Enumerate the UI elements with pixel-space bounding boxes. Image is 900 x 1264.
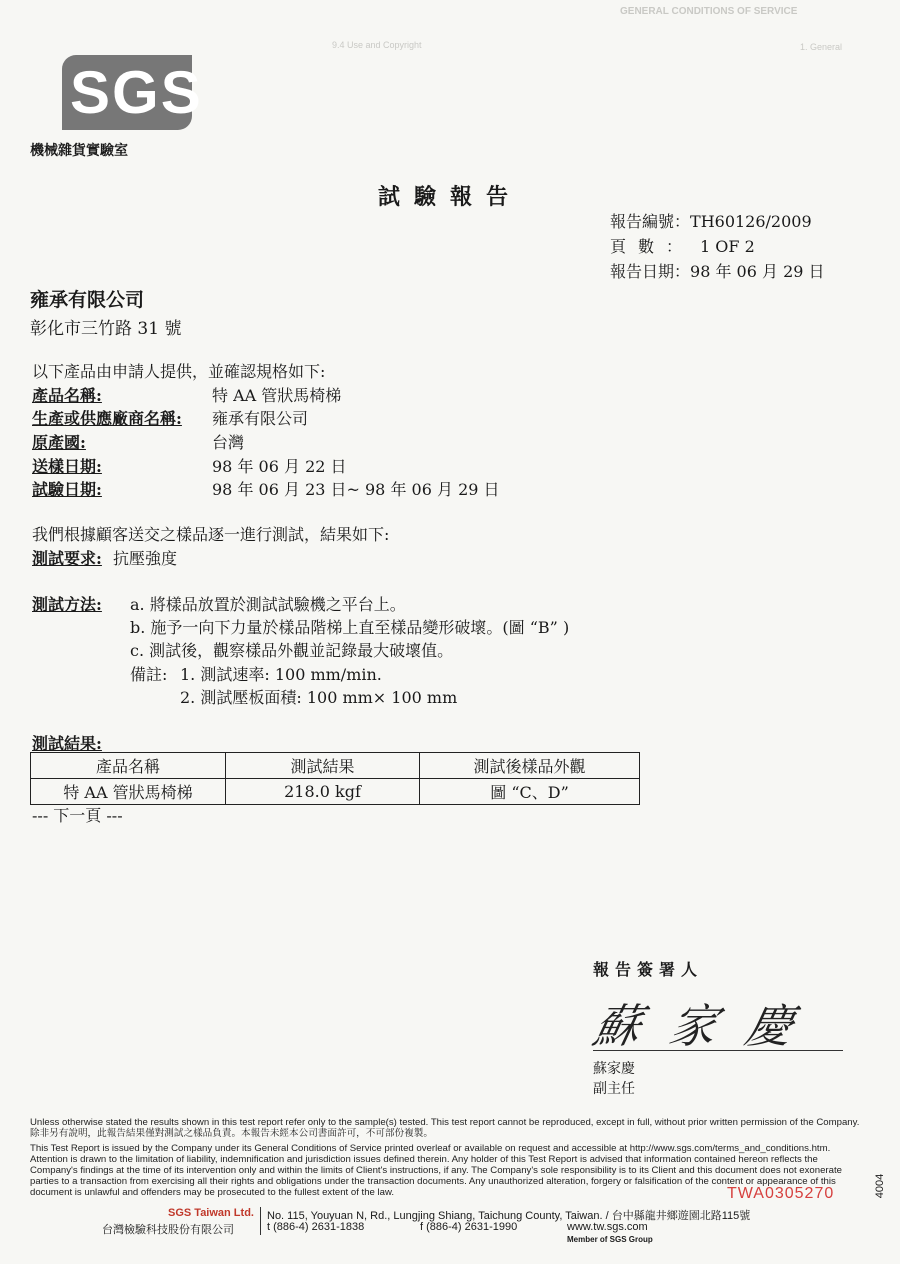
signer-name: 蘇家慶 [593, 1061, 635, 1077]
field-label: 生產或供應廠商名稱: [32, 409, 182, 428]
page-value: 1 OF 2 [700, 237, 755, 256]
footer-company-en: SGS Taiwan Ltd. [168, 1207, 254, 1219]
background-subheading: 1. General [800, 42, 843, 52]
signatory-heading: 報告簽署人 [593, 960, 704, 979]
footer-web[interactable]: www.tw.sgs.com [567, 1221, 648, 1233]
table-header: 測試後樣品外觀 [420, 753, 640, 779]
product-field [32, 406, 308, 429]
serial-number: TWA0305270 [727, 1185, 835, 1202]
signature-line [593, 1050, 843, 1051]
page-label: 頁數： [610, 237, 695, 256]
requirement-value: 抗壓強度 [113, 549, 178, 568]
method-step-c: c. 測試後，觀察樣品外觀並記錄最大破壞值。 [130, 641, 454, 660]
report-date-label: 報告日期： [610, 262, 691, 281]
method-step-a: a. 將樣品放置於測試試驗機之平台上。 [130, 595, 406, 614]
product-field [32, 477, 500, 500]
background-terms [320, 0, 900, 1100]
field-value: 雍承有限公司 [212, 409, 309, 428]
background-heading: GENERAL CONDITIONS OF SERVICE [620, 6, 798, 17]
report-date-line [610, 259, 825, 282]
product-field [32, 454, 347, 477]
disclaimer-reproduction: Unless otherwise stated the results shown in this test report refer only to the sample(s) tested. This test report cannot be reproduced, except in full, without prior written permission of the Company. 除非另有說明，此報告結果僅對測試之樣品負責。本報告未經本公司書面許可，不可部份複製。 [30, 1117, 860, 1139]
test-intro: 我們根據顧客送交之樣品逐一進行測試，結果如下: [32, 525, 390, 544]
product-field [32, 383, 341, 406]
note-label: 備註: [130, 665, 168, 684]
next-page-marker: --- 下一頁 --- [32, 806, 123, 825]
requirement-label: 測試要求: [32, 549, 102, 568]
table-cell: 218.0 kgf [226, 779, 420, 805]
footer-member: Member of SGS Group [567, 1235, 653, 1244]
method-label: 測試方法: [32, 595, 102, 614]
report-number-line [610, 209, 812, 232]
table-cell: 特 AA 管狀馬椅梯 [31, 779, 226, 805]
results-label: 測試結果: [32, 734, 102, 753]
document-title: 試驗報告 [378, 184, 523, 210]
note-2: 2. 測試壓板面積: 100 mm× 100 mm [180, 688, 458, 707]
footer-divider [260, 1207, 261, 1235]
field-label: 產品名稱: [32, 386, 102, 405]
page-line [610, 234, 755, 257]
field-value: 特 AA 管狀馬椅梯 [212, 386, 342, 405]
results-table [30, 752, 640, 805]
client-address: 彰化市三竹路 31 號 [30, 319, 182, 339]
method-step-b: b. 施予一向下力量於樣品階梯上直至樣品變形破壞。(圖 “B” ) [130, 618, 570, 637]
table-row [31, 779, 640, 805]
side-number: 4004 [874, 1173, 887, 1199]
field-value: 台灣 [212, 433, 245, 452]
footer-company-zh: 台灣檢驗科技股份有限公司 [102, 1224, 234, 1236]
field-value: 98 年 06 月 22 日 [212, 457, 347, 476]
disclaimer-conditions: This Test Report is issued by the Company under its General Conditions of Service printed overleaf or available on request and accessible at http://www.sgs.com/terms_and_conditions.htm. Attention is drawn to the limitation of liability, indemnification and jurisdiction issues defined therein. Any holder of this Test Report is advised that information contained hereon reflects the Company's findings at the time of its intervention only and within the limits of Client's instructions, if any. The Company's sole responsibility is to its Client and this document does not exonerate parties to a transaction from exercising all their rights and obligations under the transaction documents. Any unauthorized alteration, forgery or falsification of the content or appearance of this document is unlawful and offenders may be prosecuted to the fullest extent of the law. [30, 1143, 842, 1198]
signer-title: 副主任 [593, 1081, 635, 1097]
sgs-logo: SGS [70, 59, 203, 126]
report-number-label: 報告編號： [610, 212, 691, 231]
test-requirement [32, 546, 177, 569]
product-field [32, 430, 244, 453]
table-header-row [31, 753, 640, 779]
client-name: 雍承有限公司 [30, 289, 145, 311]
field-value: 98 年 06 月 23 日~ 98 年 06 月 29 日 [212, 480, 500, 499]
field-label: 送樣日期: [32, 457, 102, 476]
field-label: 原產國: [32, 433, 86, 452]
field-label: 試驗日期: [32, 480, 102, 499]
table-cell: 圖 “C、D” [420, 779, 640, 805]
handwritten-signature: 蘇家慶 [588, 999, 829, 1053]
footer-address: No. 115, Youyuan N, Rd., Lungjing Shiang, Taichung County, Taiwan. / 台中縣龍井鄉遊園北路115號 [267, 1210, 751, 1222]
lab-name: 機械雜貨實驗室 [30, 143, 128, 159]
table-header: 測試結果 [226, 753, 420, 779]
table-header: 產品名稱 [31, 753, 226, 779]
footer-fax: f (886-4) 2631-1990 [420, 1221, 518, 1233]
report-date: 98 年 06 月 29 日 [690, 262, 825, 281]
footer-tel: t (886-4) 2631-1838 [267, 1221, 365, 1233]
background-copyright-title: 9.4 Use and Copyright [332, 40, 422, 50]
note-1: 1. 測試速率: 100 mm/min. [180, 665, 382, 684]
product-intro: 以下產品由申請人提供，並確認規格如下: [32, 362, 326, 381]
report-number: TH60126/2009 [690, 212, 812, 231]
